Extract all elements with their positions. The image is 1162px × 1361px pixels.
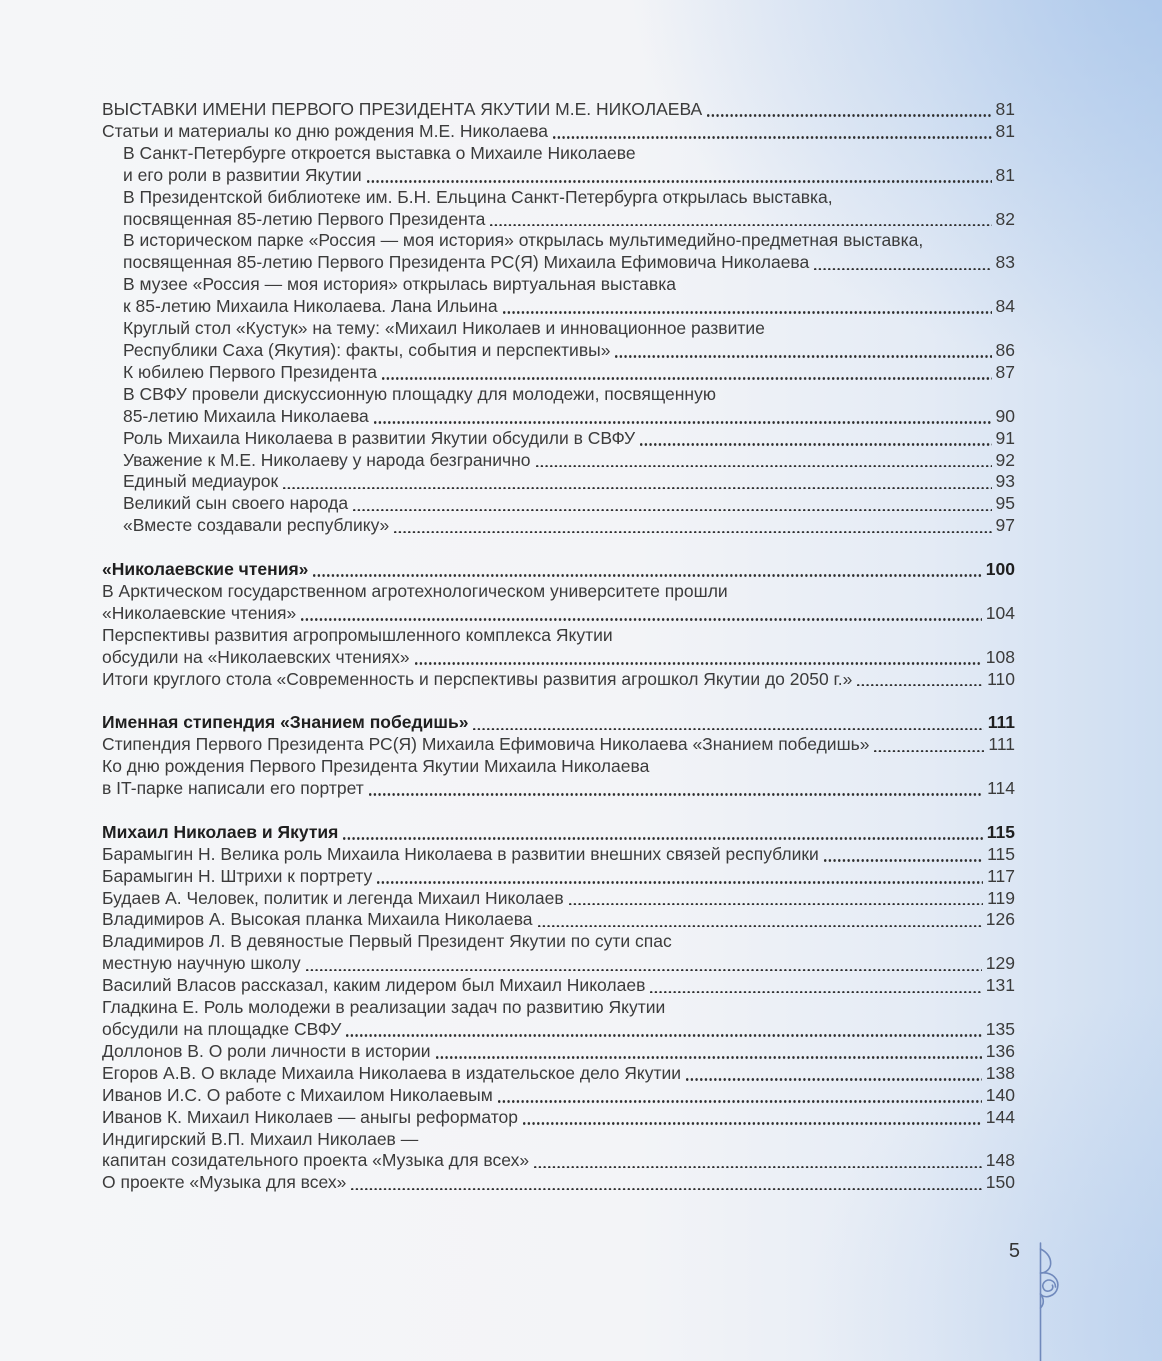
toc-entry-line — [102, 931, 1015, 953]
toc-entry — [102, 888, 1015, 910]
dot-leader — [686, 1078, 982, 1081]
toc-entry — [102, 975, 1015, 997]
toc-entry-line — [102, 844, 1015, 866]
dot-leader — [523, 1122, 982, 1125]
page-ref: 92 — [995, 449, 1015, 470]
ornament-curl-spiral — [1043, 1280, 1056, 1291]
dot-leader — [343, 837, 982, 840]
toc-entry-text: Барамыгин Н. Велика роль Михаила Николаева в развитии внешних связей республики — [102, 843, 819, 864]
toc-section — [102, 712, 1015, 800]
toc-entry-text: местную научную школу — [102, 953, 301, 974]
toc-entry-text: Перспективы развития агропромышленного комплекса Якутии — [102, 624, 613, 645]
toc-entry — [123, 230, 1015, 274]
toc-entry — [102, 99, 1015, 121]
page-ref: 119 — [987, 887, 1015, 908]
toc-section — [102, 99, 1015, 537]
toc-entry-line — [123, 428, 1015, 450]
toc-entry — [102, 909, 1015, 931]
toc-entry-line — [102, 909, 1015, 931]
toc-entry-line — [123, 143, 1015, 165]
toc-entry-line — [123, 296, 1015, 318]
toc-entry-line — [102, 888, 1015, 910]
dot-leader — [650, 991, 981, 994]
toc-entry — [102, 1129, 1015, 1173]
page-ref: 86 — [995, 339, 1015, 360]
dot-leader — [367, 180, 992, 183]
dot-leader — [301, 618, 982, 621]
dot-leader — [374, 421, 992, 424]
page-ref: 131 — [985, 975, 1015, 996]
dot-leader — [498, 1100, 982, 1103]
page-ref: 100 — [985, 559, 1015, 580]
dot-leader — [553, 136, 992, 139]
toc-entry-text: 85-летию Михаила Николаева — [123, 405, 369, 426]
toc-entry-line — [102, 1063, 1015, 1085]
toc-entry — [123, 143, 1015, 187]
toc-entry — [102, 669, 1015, 691]
toc-entry-line — [102, 953, 1015, 975]
page-ref: 81 — [995, 120, 1015, 141]
toc-entry-line — [123, 450, 1015, 472]
toc-section — [102, 559, 1015, 690]
toc-entry-line — [102, 121, 1015, 143]
toc-entry — [123, 493, 1015, 515]
ornament-top-leaf — [1041, 1249, 1051, 1273]
toc-entry-line — [123, 209, 1015, 231]
dot-leader — [874, 750, 984, 753]
page-ref: 84 — [995, 296, 1015, 317]
toc-entry-text: «Николаевские чтения» — [102, 559, 309, 580]
page-ref: 87 — [995, 361, 1015, 382]
toc-entry-line — [102, 1129, 1015, 1151]
toc-entry — [102, 581, 1015, 625]
toc-entry — [102, 931, 1015, 975]
toc-entry — [102, 1085, 1015, 1107]
table-of-contents — [102, 99, 1015, 1194]
toc-entry — [102, 1063, 1015, 1085]
toc-entry-line — [102, 712, 1015, 734]
toc-entry-line — [123, 340, 1015, 362]
dot-leader — [824, 859, 983, 862]
toc-entry-text: обсудили на площадке СВФУ — [102, 1019, 342, 1040]
toc-entry-text: Стипендия Первого Президента РС(Я) Михаила Ефимовича Николаева «Знанием победишь» — [102, 734, 870, 755]
toc-entry — [102, 1172, 1015, 1194]
dot-leader — [306, 969, 982, 972]
toc-entry-line — [102, 1107, 1015, 1129]
toc-entry — [123, 187, 1015, 231]
toc-entry — [102, 844, 1015, 866]
toc-entry-line — [123, 384, 1015, 406]
toc-entry-text: Василий Власов рассказал, каким лидером был Михаил Николаев — [102, 975, 646, 996]
page-ref: 117 — [987, 865, 1015, 886]
dot-leader — [394, 531, 991, 534]
toc-entry-text: Ко дню рождения Первого Президента Якутии Михаила Николаева — [102, 756, 650, 777]
toc-entry-line — [123, 471, 1015, 493]
page-ref: 91 — [995, 427, 1015, 448]
dot-leader — [351, 1188, 981, 1191]
toc-entry-line — [123, 493, 1015, 515]
toc-entry-line — [123, 515, 1015, 537]
toc-entry — [123, 450, 1015, 472]
floral-flourish-icon — [1026, 1242, 1066, 1361]
page-ref: 114 — [987, 778, 1015, 799]
toc-entry-text: Михаил Николаев и Якутия — [102, 821, 339, 842]
toc-entry — [123, 318, 1015, 362]
dot-leader — [415, 662, 982, 665]
toc-entry-text: Единый медиаурок — [123, 471, 279, 492]
page-ref: 110 — [987, 668, 1015, 689]
page-ref: 97 — [995, 515, 1015, 536]
toc-entry-line — [123, 165, 1015, 187]
toc-entry — [102, 866, 1015, 888]
dot-leader — [503, 311, 992, 314]
toc-entry-text: В историческом парке «Россия — моя история» открылась мультимедийно-предметная выставка, — [123, 230, 924, 251]
dot-leader — [814, 268, 991, 271]
toc-entry-text: Будаев А. Человек, политик и легенда Михаил Николаев — [102, 887, 564, 908]
dot-leader — [490, 224, 991, 227]
dot-leader — [473, 728, 983, 731]
toc-entry-line — [102, 997, 1015, 1019]
dot-leader — [346, 1034, 981, 1037]
page-ref: 93 — [995, 471, 1015, 492]
page-ref: 115 — [987, 843, 1015, 864]
toc-entry — [102, 625, 1015, 669]
toc-entry-line — [123, 187, 1015, 209]
toc-entry-line — [123, 274, 1015, 296]
toc-entry-line — [123, 318, 1015, 340]
dot-leader — [369, 793, 983, 796]
toc-entry-text: к 85-летию Михаила Николаева. Лана Ильина — [123, 296, 498, 317]
toc-section-header — [102, 559, 1015, 581]
page-ref: 129 — [985, 953, 1015, 974]
toc-entry-text: ВЫСТАВКИ ИМЕНИ ПЕРВОГО ПРЕЗИДЕНТА ЯКУТИИ М.Е. НИКОЛАЕВА — [102, 99, 703, 119]
toc-entry-line — [102, 734, 1015, 756]
toc-entry-text: Гладкина Е. Роль молодежи в реализации задач по развитию Якутии — [102, 997, 666, 1018]
toc-entry-text: В Санкт-Петербурге откроется выставка о Михаиле Николаеве — [123, 142, 636, 163]
toc-entry-text: В Президентской библиотеке им. Б.Н. Ельцина Санкт-Петербурга открылась выставка, — [123, 186, 833, 207]
toc-entry — [102, 1107, 1015, 1129]
toc-entry-text: Итоги круглого стола «Современность и перспективы развития агрошкол Якутии до 2050 г.» — [102, 668, 853, 689]
toc-entry-text: капитан созидательного проекта «Музыка для всех» — [102, 1150, 530, 1171]
toc-entry-text: Владимиров А. Высокая планка Михаила Николаева — [102, 909, 533, 930]
toc-entry — [102, 734, 1015, 756]
page-ref: 111 — [987, 712, 1015, 733]
dot-leader — [707, 114, 991, 117]
toc-entry-line — [102, 99, 1015, 121]
toc-entry-text: Великий сын своего народа — [123, 493, 349, 514]
toc-entry-text: Республики Саха (Якутия): факты, события и перспективы» — [123, 339, 611, 360]
toc-entry-line — [123, 406, 1015, 428]
toc-entry — [123, 428, 1015, 450]
dot-leader — [382, 377, 992, 380]
toc-entry-line — [102, 647, 1015, 669]
toc-entry — [123, 515, 1015, 537]
dot-leader — [377, 881, 983, 884]
dot-leader — [436, 1056, 982, 1059]
dot-leader — [615, 355, 991, 358]
page-ref: 136 — [985, 1040, 1015, 1061]
dot-leader — [536, 465, 992, 468]
toc-entry-text: посвященная 85-летию Первого Президента — [123, 208, 486, 229]
toc-entry — [102, 756, 1015, 800]
toc-entry-line — [102, 559, 1015, 581]
page-ref: 135 — [985, 1019, 1015, 1040]
toc-entry — [102, 1041, 1015, 1063]
page-ref: 104 — [985, 602, 1015, 623]
toc-entry-line — [102, 1041, 1015, 1063]
dot-leader — [313, 574, 981, 577]
toc-entry-line — [102, 1019, 1015, 1041]
toc-entry-line — [102, 822, 1015, 844]
dot-leader — [534, 1166, 982, 1169]
toc-entry-text: Иванов И.С. О работе с Михаилом Николаевым — [102, 1084, 493, 1105]
toc-entry-line — [102, 1085, 1015, 1107]
toc-entry-text: Барамыгин Н. Штрихи к портрету — [102, 865, 373, 886]
toc-entry-text: Уважение к М.Е. Николаеву у народа безгранично — [123, 449, 531, 470]
toc-entry-line — [123, 230, 1015, 252]
toc-entry-line — [102, 669, 1015, 691]
toc-section-header — [102, 822, 1015, 844]
toc-entry-text: обсудили на «Николаевских чтениях» — [102, 646, 410, 667]
toc-entry-line — [102, 603, 1015, 625]
toc-entry-line — [123, 362, 1015, 384]
dot-leader — [569, 903, 983, 906]
toc-entry-line — [102, 778, 1015, 800]
page-ref: 81 — [995, 99, 1015, 119]
toc-entry-text: К юбилею Первого Президента — [123, 361, 377, 382]
page-ref: 108 — [985, 646, 1015, 667]
toc-entry-line — [102, 975, 1015, 997]
toc-entry-text: Именная стипендия «Знанием победишь» — [102, 712, 469, 733]
toc-entry-line — [123, 252, 1015, 274]
page-ref: 90 — [995, 405, 1015, 426]
toc-entry-text: Роль Михаила Николаева в развитии Якутии обсудили в СВФУ — [123, 427, 636, 448]
toc-entry-text: Иванов К. Михаил Николаев — аныгы реформатор — [102, 1106, 518, 1127]
toc-entry — [123, 274, 1015, 318]
toc-entry — [123, 384, 1015, 428]
toc-entry-text: посвященная 85-летию Первого Президента РС(Я) Михаила Ефимовича Николаева — [123, 252, 810, 273]
toc-entry-text: О проекте «Музыка для всех» — [102, 1172, 347, 1193]
page-ref: 115 — [986, 821, 1015, 842]
toc-entry-text: в IT-парке написали его портрет — [102, 778, 364, 799]
page-ref: 140 — [985, 1084, 1015, 1105]
toc-entry — [102, 997, 1015, 1041]
page-ref: 148 — [985, 1150, 1015, 1171]
toc-entry-text: Круглый стол «Кустук» на тему: «Михаил Николаев и инновационное развитие — [123, 318, 765, 339]
toc-entry-text: Егоров А.В. О вкладе Михаила Николаева в издательское дело Якутии — [102, 1062, 682, 1083]
toc-entry-line — [102, 1172, 1015, 1194]
dot-leader — [353, 509, 991, 512]
toc-entry-text: В СВФУ провели дискуссионную площадку для молодежи, посвященную — [123, 383, 716, 404]
toc-section-header — [102, 712, 1015, 734]
page-ref: 95 — [995, 493, 1015, 514]
dot-leader — [538, 925, 982, 928]
toc-entry-text: Статьи и материалы ко дню рождения М.Е. Николаева — [102, 120, 549, 141]
dot-leader — [283, 487, 991, 490]
page-ref: 82 — [995, 208, 1015, 229]
toc-entry-text: «Вместе создавали республику» — [123, 515, 390, 536]
page-ref: 111 — [988, 734, 1015, 755]
toc-entry-text: Индигирский В.П. Михаил Николаев — — [102, 1128, 419, 1149]
page-ref: 81 — [995, 164, 1015, 185]
page-ref: 126 — [985, 909, 1015, 930]
toc-entry-text: В музее «Россия — моя история» открылась виртуальная выставка — [123, 274, 677, 295]
toc-entry-text: Владимиров Л. В девяностые Первый Президент Якутии по сути спас — [102, 931, 672, 952]
toc-entry-text: и его роли в развитии Якутии — [123, 164, 362, 185]
toc-entry-line — [102, 581, 1015, 603]
dot-leader — [640, 443, 991, 446]
page-ref: 138 — [985, 1062, 1015, 1083]
toc-entry-text: «Николаевские чтения» — [102, 602, 297, 623]
toc-entry — [123, 362, 1015, 384]
toc-entry-text: Доллонов В. О роли личности в истории — [102, 1040, 431, 1061]
page-ref: 144 — [985, 1106, 1015, 1127]
toc-entry-line — [102, 1150, 1015, 1172]
toc-section — [102, 822, 1015, 1194]
page-number: 5 — [1008, 1240, 1020, 1262]
toc-entry — [123, 471, 1015, 493]
toc-entry-line — [102, 625, 1015, 647]
page-ref: 150 — [985, 1172, 1015, 1193]
toc-entry — [102, 121, 1015, 143]
toc-entry-line — [102, 866, 1015, 888]
toc-entry-line — [102, 756, 1015, 778]
dot-leader — [857, 684, 983, 687]
toc-entry-text: В Арктическом государственном агротехнологическом университете прошли — [102, 580, 728, 601]
page-ref: 83 — [995, 252, 1015, 273]
